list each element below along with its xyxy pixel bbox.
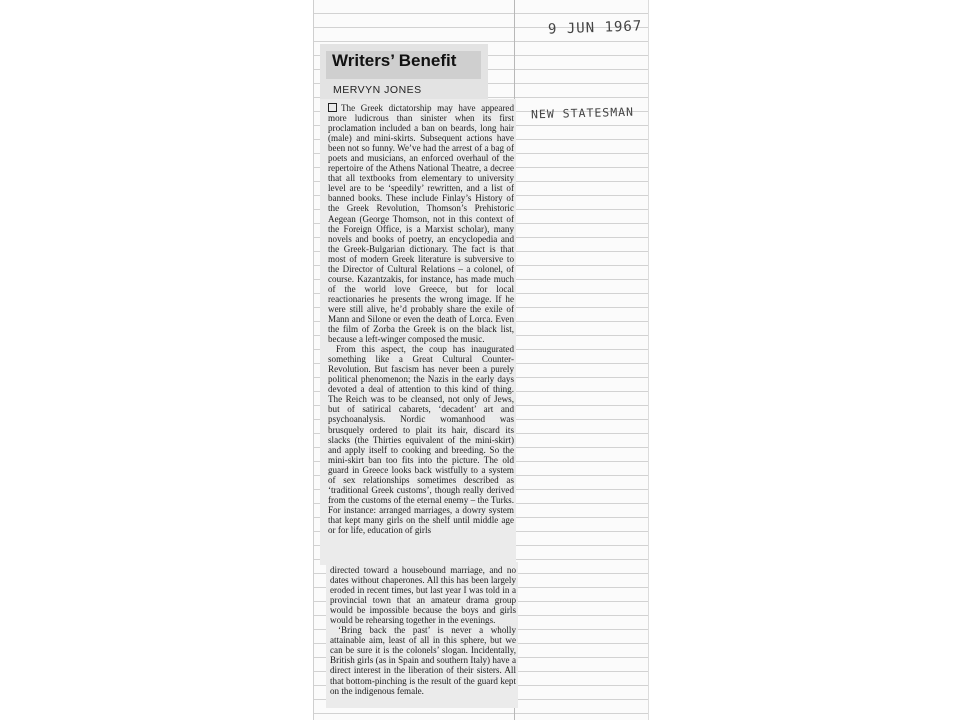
article-title: Writers’ Benefit xyxy=(332,51,457,70)
paragraph-1 xyxy=(328,103,514,344)
article-column-bottom xyxy=(330,565,516,706)
article-byline: MERVYN JONES xyxy=(333,84,422,96)
handwritten-publication: NEW STATESMAN xyxy=(530,104,635,122)
paragraph-3: ‘Bring back the past’ is never a wholly attainable aim, least of all in this sphere, but we can be sure it is the colonels’ slogan. Incidentally, British girls (as in Spain and southern Italy) have a direct interest in the liberation of their sisters. All that bottom-pinching is the result of the guard kept on the indigenous female. xyxy=(330,625,516,696)
article-column-top xyxy=(328,103,514,563)
paragraph-2: From this aspect, the coup has inaugurated something like a Great Cultural Counter-Revolution. But fascism has never been a purely political phenomenon; the Nazis in the early days devoted a deal of attention to this kind of thing. The Reich was to be cleansed, not only of Jews, but of satirical cabarets, ‘decadent’ art and psychoanalysis. Nordic womanhood was brusquely ordered to plait its hair, discard its slacks (the Thirties equivalent of the mini-skirt) and apply itself to cooking and breeding. So the mini-skirt ban too fits into the picture. The old guard in Greece looks back wistfully to a system of sex relationships sometimes described as ‘traditional Greek customs’, though really derived from the customs of the eternal enemy – the Turks. For instance: arranged marriages, a dowry system that kept many girls on the shelf until middle age or for life, education of girls xyxy=(328,344,514,535)
paragraph-2-continued: directed toward a housebound marriage, and no dates without chaperones. All this has been largely eroded in recent times, but last year I was told in a provincial town that an amateur drama group would be impossible because the boys and girls would be rehearsing together in the evenings. xyxy=(330,565,516,626)
paragraph-1-text: The Greek dictatorship may have appeared more ludicrous than sinister when its first proclamation included a ban on beards, long hair (male) and mini-skirts. Subsequent actions have been not so funny. We’ve had the arrest of a bag of poets and musicians, an enforced overhaul of the repertoire of the Athens National Theatre, a decree that all textbooks from elementary to university level are to be ‘speedily’ rewritten, and a list of banned books. These include Finlay’s History of the Greek Revolution, Thomson’s Prehistoric Aegean (George Thomson, not in this context of the Foreign Office, is a Marxist scholar), many novels and books of poetry, an encyclopedia and the Greek-Bulgarian dictionary. The fact is that most of modern Greek literature is subversive to the Director of Cultural Relations – a colonel, of course. Kazantzakis, for instance, has made much of the world love Greece, but for local reactionaries he presents the wrong image. If he were still alive, he’d probably share the exile of Mann and Silone or even the death of Lorca. Even the film of Zorba the Greek is on the black list, because a left-winger composed the music. xyxy=(328,103,514,345)
square-box-icon xyxy=(328,103,337,112)
handwritten-date: 9 JUN 1967 xyxy=(547,18,643,38)
